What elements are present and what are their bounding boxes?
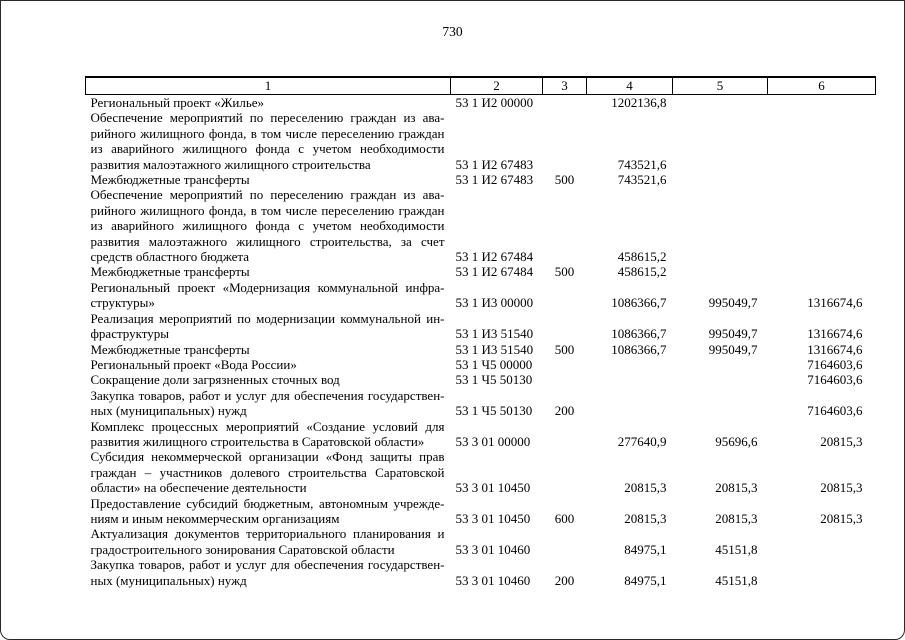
- row-amount-cell-4: 458615,2: [617, 264, 667, 280]
- row-amount-cell-5: [673, 95, 768, 111]
- row-code-cell: 53 1 Ч5 50130: [455, 403, 533, 419]
- row-name-line: рийного жилищного фонда, в том числе переселению граждан: [90, 125, 445, 141]
- column-header-1: 1: [86, 77, 451, 95]
- row-amount-cell-4: 20815,3: [624, 510, 667, 526]
- row-code-cell: 53 1 И2 00000: [455, 95, 534, 110]
- row-amount-cell-5: [673, 110, 768, 172]
- table-row: [86, 311, 876, 342]
- row-name-line: развития малоэтажного жилищного строительства, за счет: [90, 233, 445, 249]
- row-amount-cell-6: 20815,3: [820, 433, 863, 449]
- row-amount-cell-5: [673, 187, 768, 264]
- row-amount-cell-4: 1202136,8: [611, 95, 667, 110]
- row-amount-cell-4: 84975,1: [624, 572, 667, 588]
- table-row: [86, 419, 876, 450]
- row-amount-cell-4: [587, 388, 673, 419]
- row-code-cell: 53 1 И2 67483: [455, 156, 534, 172]
- row-amount-cell-5: 95696,6: [715, 433, 758, 449]
- row-amount-cell-5: 45151,8: [715, 572, 758, 588]
- row-amount-cell-4: 1086366,7: [611, 341, 667, 357]
- row-name-line: Межбюджетные трансферты: [90, 172, 250, 188]
- row-amount-cell-5: [673, 357, 768, 372]
- row-type-cell: [543, 95, 587, 111]
- row-type-cell: [543, 419, 587, 450]
- row-code-cell: 53 3 01 00000: [455, 433, 531, 449]
- row-name-cell: [86, 280, 451, 311]
- row-amount-cell-6: 1316674,6: [807, 341, 863, 357]
- table-row: [86, 95, 876, 111]
- row-name-cell: [86, 449, 451, 495]
- row-amount-cell-6: [768, 187, 876, 264]
- row-name-line: ных (муниципальных) нужд: [90, 572, 247, 588]
- row-name-cell: [86, 496, 451, 527]
- row-code-cell: 53 1 И2 67484: [455, 264, 534, 280]
- table-row: [86, 496, 876, 527]
- row-amount-cell-4: 20815,3: [624, 480, 667, 496]
- row-amount-cell-5: [673, 172, 768, 187]
- row-name-line: из аварийного жилищного фонда с учетом необходимости: [90, 141, 445, 157]
- row-amount-cell-4: 277640,9: [617, 433, 667, 449]
- row-amount-cell-5: 45151,8: [715, 541, 758, 557]
- row-amount-cell-5: 20815,3: [715, 480, 758, 496]
- row-amount-cell-5: 20815,3: [715, 510, 758, 526]
- row-name-line: рийного жилищного фонда, в том числе переселению граждан: [90, 202, 445, 218]
- row-name-cell: [86, 110, 451, 172]
- row-type-cell: 200: [554, 403, 575, 419]
- row-type-cell: 600: [554, 510, 575, 526]
- row-amount-cell-6: [768, 526, 876, 557]
- row-code-cell: 53 1 Ч5 00000: [455, 356, 533, 372]
- table-row: [86, 388, 876, 419]
- row-name-cell: [86, 172, 451, 187]
- row-name-line: граждан – участников долевого строительства Саратовской: [90, 464, 445, 480]
- row-name-line: Закупка товаров, работ и услуг для обеспечения государствен-: [90, 557, 445, 573]
- row-amount-cell-5: 995049,7: [708, 295, 758, 311]
- row-amount-cell-6: [768, 264, 876, 279]
- row-name-line: ниям и иным некоммерческим организациям: [90, 510, 340, 526]
- row-amount-cell-6: 7164603,6: [807, 356, 863, 372]
- row-amount-cell-5: 995049,7: [708, 341, 758, 357]
- row-amount-cell-6: 20815,3: [820, 480, 863, 496]
- row-code-cell: 53 1 И2 67483: [455, 172, 534, 188]
- row-amount-cell-5: [673, 388, 768, 419]
- row-amount-cell-6: 1316674,6: [807, 295, 863, 311]
- row-amount-cell-5: [673, 264, 768, 279]
- page-number: 730: [442, 24, 463, 39]
- row-name-line: Межбюджетные трансферты: [90, 264, 250, 280]
- column-header-2: 2: [451, 77, 543, 95]
- table-body: [86, 95, 876, 589]
- table-header-row: [86, 77, 876, 95]
- budget-table: [85, 76, 876, 588]
- row-name-cell: [86, 187, 451, 264]
- table-row: [86, 372, 876, 387]
- row-name-line: развития жилищного строительства в Саратовской области»: [90, 433, 425, 449]
- row-name-line: структуры»: [90, 295, 155, 311]
- table-row: [86, 264, 876, 279]
- row-name-line: Закупка товаров, работ и услуг для обеспечения государствен-: [90, 387, 445, 403]
- row-amount-cell-4: 84975,1: [624, 541, 667, 557]
- row-type-cell: [543, 357, 587, 372]
- table-row: [86, 526, 876, 557]
- row-code-cell: 53 3 01 10450: [455, 510, 531, 526]
- row-name-line: Актуализация документов территориального планирования и: [90, 526, 445, 542]
- row-name-line: Комплекс процессных мероприятий «Создание условий для: [90, 418, 445, 434]
- table-row: [86, 357, 876, 372]
- row-code-cell: 53 1 Ч5 50130: [455, 372, 533, 388]
- column-header-4: 4: [587, 77, 673, 95]
- row-code-cell: 53 1 И3 51540: [455, 326, 534, 342]
- row-name-cell: [86, 357, 451, 372]
- table-row: [86, 110, 876, 172]
- row-amount-cell-5: 995049,7: [708, 326, 758, 342]
- row-name-cell: [86, 264, 451, 279]
- row-amount-cell-4: 743521,6: [617, 156, 667, 172]
- row-type-cell: 500: [554, 172, 575, 188]
- row-name-line: из аварийного жилищного фонда с учетом необходимости: [90, 218, 445, 234]
- row-type-cell: [543, 526, 587, 557]
- row-name-line: ных (муниципальных) нужд: [90, 403, 247, 419]
- row-type-cell: [543, 280, 587, 311]
- row-name-line: Региональный проект «Модернизация коммунальной инфра-: [90, 279, 445, 295]
- row-type-cell: [543, 372, 587, 387]
- row-amount-cell-4: 1086366,7: [611, 326, 667, 342]
- row-code-cell: 53 1 И3 00000: [455, 295, 534, 311]
- row-name-line: Региональный проект «Вода России»: [90, 356, 297, 372]
- row-type-cell: [543, 110, 587, 172]
- row-name-cell: [86, 419, 451, 450]
- row-amount-cell-6: [768, 110, 876, 172]
- column-header-3: 3: [543, 77, 587, 95]
- row-name-line: средств областного бюджета: [90, 249, 250, 265]
- table-row: [86, 172, 876, 187]
- row-type-cell: [543, 311, 587, 342]
- row-name-line: Реализация мероприятий по модернизации коммунальной ин-: [90, 310, 445, 326]
- row-amount-cell-6: 7164603,6: [807, 372, 863, 388]
- table-row: [86, 342, 876, 357]
- row-name-line: Обеспечение мероприятий по переселению граждан из ава-: [90, 110, 445, 126]
- row-type-cell: [543, 187, 587, 264]
- row-name-cell: [86, 311, 451, 342]
- row-name-line: Региональный проект «Жилье»: [90, 95, 265, 110]
- row-amount-cell-4: 1086366,7: [611, 295, 667, 311]
- row-amount-cell-5: [673, 372, 768, 387]
- row-amount-cell-6: 20815,3: [820, 510, 863, 526]
- row-amount-cell-6: 7164603,6: [807, 403, 863, 419]
- row-name-line: развития малоэтажного жилищного строительства: [90, 156, 371, 172]
- row-name-cell: [86, 557, 451, 588]
- row-amount-cell-6: [768, 557, 876, 588]
- column-header-6: 6: [768, 77, 876, 95]
- row-type-cell: [543, 449, 587, 495]
- table-row: [86, 187, 876, 264]
- row-code-cell: 53 3 01 10460: [455, 541, 531, 557]
- table-header: [86, 77, 876, 95]
- row-name-line: градостроительного зонирования Саратовской области: [90, 541, 395, 557]
- row-name-line: Сокращение доли загрязненных сточных вод: [90, 372, 340, 388]
- row-amount-cell-6: [768, 172, 876, 187]
- row-name-cell: [86, 526, 451, 557]
- row-amount-cell-6: [768, 95, 876, 111]
- row-code-cell: 53 1 И2 67484: [455, 249, 534, 265]
- row-name-line: фраструктуры: [90, 326, 170, 342]
- row-name-line: Обеспечение мероприятий по переселению граждан из ава-: [90, 187, 445, 203]
- row-amount-cell-4: [587, 372, 673, 387]
- row-amount-cell-4: 458615,2: [617, 249, 667, 265]
- row-amount-cell-6: 1316674,6: [807, 326, 863, 342]
- table-row: [86, 557, 876, 588]
- column-header-5: 5: [673, 77, 768, 95]
- row-name-cell: [86, 342, 451, 357]
- table-row: [86, 280, 876, 311]
- row-name-cell: [86, 388, 451, 419]
- row-name-cell: [86, 372, 451, 387]
- row-code-cell: 53 3 01 10460: [455, 572, 531, 588]
- row-name-line: области» на обеспечение деятельности: [90, 480, 307, 496]
- row-code-cell: 53 3 01 10450: [455, 480, 531, 496]
- row-name-line: Субсидия некоммерческой организации «Фонд защиты прав: [90, 449, 445, 465]
- table-row: [86, 449, 876, 495]
- row-type-cell: 500: [554, 341, 575, 357]
- row-type-cell: 500: [554, 264, 575, 280]
- row-amount-cell-4: 743521,6: [617, 172, 667, 188]
- row-type-cell: 200: [554, 572, 575, 588]
- row-name-line: Межбюджетные трансферты: [90, 341, 250, 357]
- row-amount-cell-4: [587, 357, 673, 372]
- row-name-line: Предоставление субсидий бюджетным, автономным учрежде-: [90, 495, 445, 511]
- row-code-cell: 53 1 И3 51540: [455, 341, 534, 357]
- row-name-cell: [86, 95, 451, 111]
